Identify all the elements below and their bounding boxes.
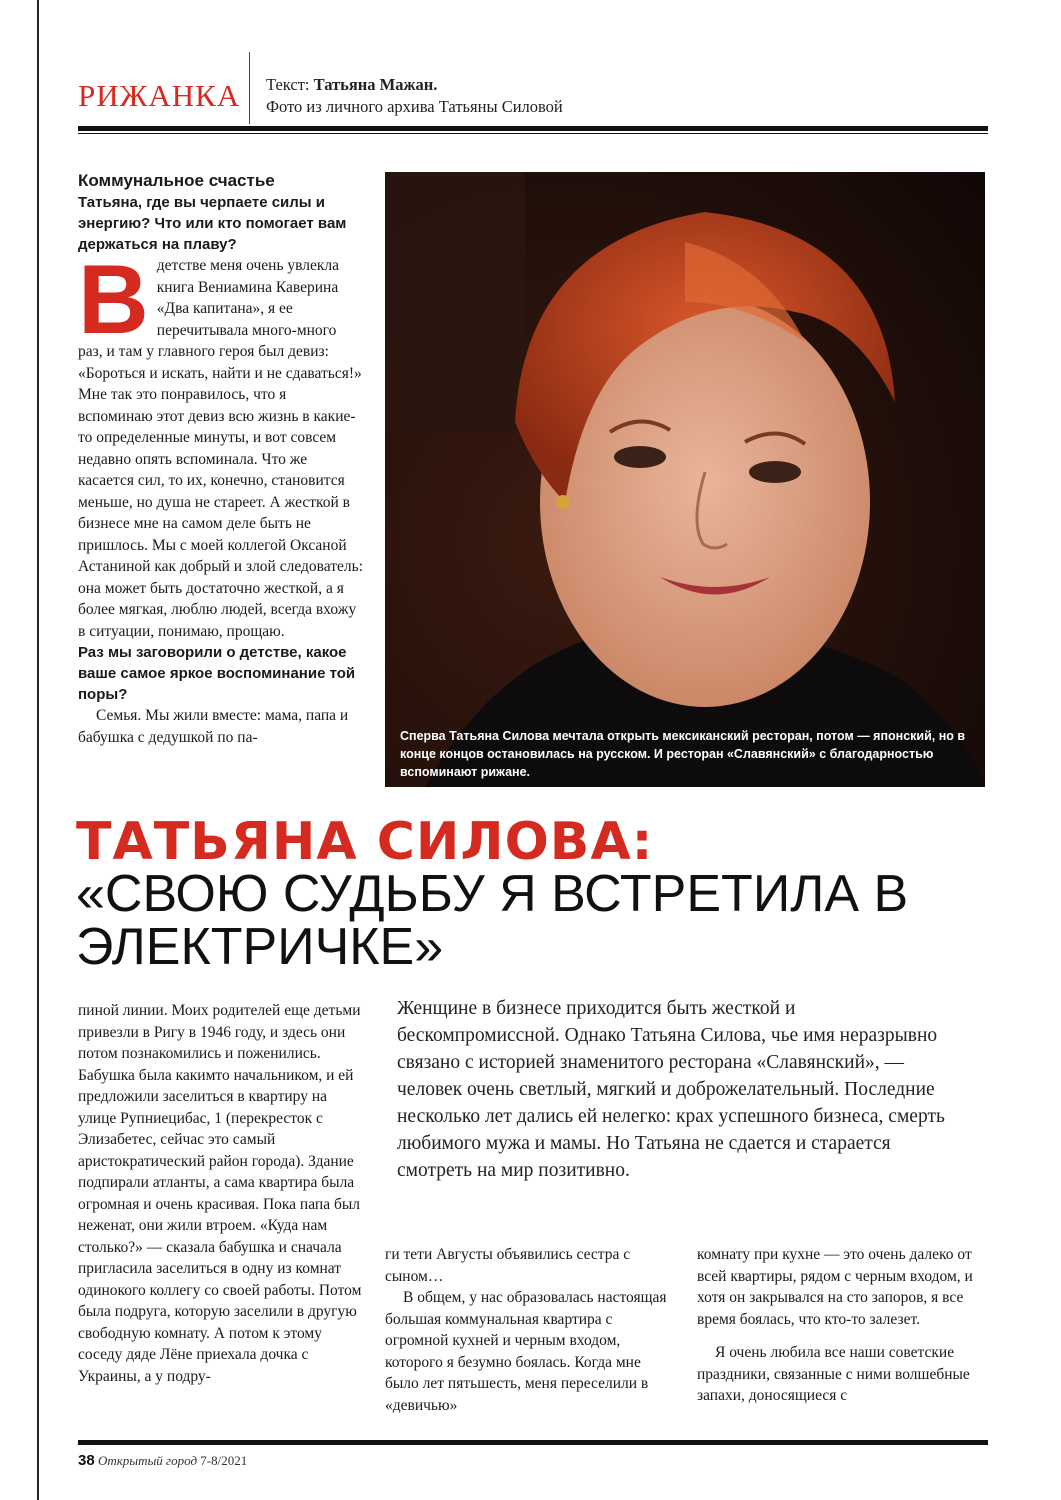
body-right-p1: комнату при кухне — это очень далеко от всей квартиры, рядом с черным входом, и хотя он закрывался на сто запоров, я все время боялась, что кто-то залезет.	[697, 1246, 973, 1328]
body-column-right	[697, 1244, 982, 1407]
credits	[266, 74, 563, 118]
headline-name: ТАТЬЯНА СИЛОВА:	[76, 812, 654, 872]
body-left-text: пиной линии. Моих родителей еще детьми привезли в Ригу в 1946 году, и здесь они потом познакомились и поженились. Бабушка была какимто начальником, и ей предложили заселиться в квартиру на улице Рупниецибас, 1 (перекресток с Элизабетес, сейчас это самый аристократический район города). Здание подпирали атланты, а сама квартира была огромная и очень красивая. Пока папа был неженат, они жили втроем. «Куда нам столько?» — сказала бабушка и сначала пригласила заселиться в одну из комнат одинокого коллегу со своей работы. Потом была подруга, которую заселили в другую свободную комнату. А потом к этому соседу дяде Лёне приехала дочка с Украины, а у подру-	[78, 1002, 362, 1385]
question-2: Раз мы заговорили о детстве, какое ваше самое яркое воспоминание той поры?	[78, 644, 356, 703]
answer-1-text: детстве меня очень увлекла книга Вениамина Каверина «Два капитана», я ее перечитывала много-много раз, и там у главного героя был девиз: «Бороться и искать, найти и не сдаваться!» Мне так это понравилось, что я вспоминаю этот девиз всю жизнь в какие-то определенные минуты, и вот совсем недавно опять вспоминала. Что же касается сил, то их, конечно, становится меньше, но душа не стареет. А жесткой в бизнесе мне на самом деле быть не пришлось. Мы с моей коллегой Оксаной Астаниной как добрый и злой следователь: она может быть достаточно жесткой, а я более мягкая, люблю людей, всегда вхожу в ситуации, понимаю, прощаю.	[78, 257, 364, 640]
header-divider	[249, 52, 250, 124]
text-label: Текст:	[266, 75, 314, 94]
section-tag: РИЖАНКА	[78, 78, 241, 113]
intro-column	[78, 170, 363, 748]
photo-credit: Фото из личного архива Татьяны Силовой	[266, 97, 563, 116]
bottom-rule	[78, 1440, 988, 1445]
answer-1	[78, 244, 364, 642]
top-rule-thin	[78, 133, 988, 134]
answer-2: Семья. Мы жили вместе: мама, папа и бабушка с дедушкой по па-	[78, 707, 349, 746]
dropcap: В	[78, 244, 149, 354]
portrait-photo	[385, 172, 985, 787]
issue-number: 7-8/2021	[200, 1453, 248, 1468]
page-number: 38	[78, 1452, 95, 1469]
body-middle-p1: ги тети Августы объявились сестра с сыном…	[385, 1246, 631, 1285]
body-column-left	[78, 1000, 363, 1387]
body-middle-p2: В общем, у нас образовалась настоящая большая коммунальная квартира с огромной кухней и черным входом, которого я безумно боялась. Когда мне было лет пятьшесть, меня переселили в «девичью»	[385, 1289, 667, 1414]
footer	[78, 1452, 247, 1469]
top-rule	[78, 126, 988, 131]
magazine-name: Открытый город	[97, 1453, 198, 1468]
left-margin-rule	[37, 0, 39, 1500]
text-author: Татьяна Мажан.	[313, 75, 438, 94]
headline-quote: «СВОЮ СУДЬБУ Я ВСТРЕТИЛА В ЭЛЕКТРИЧКЕ»	[76, 865, 909, 976]
lead-paragraph: Женщине в бизнесе приходится быть жесткой и бескомпромиссной. Однако Татьяна Силова, чье имя неразрывно связано с историей знаменитого ресторана «Славянский», — человек очень светлый, мягкий и доброжелательный. Последние несколько лет дались ей нелегко: крах успешного бизнеса, смерть любимого мужа и мамы. Но Татьяна не сдается и старается смотреть на мир позитивно.	[397, 998, 945, 1181]
body-column-middle	[385, 1244, 670, 1416]
subhead: Коммунальное счастье	[78, 171, 275, 190]
photo-caption: Сперва Татьяна Силова мечтала открыть мексиканский ресторан, потом — японский, но в конце концов остановилась на русском. И ресторан «Славянский» с благодарностью вспоминают рижане.	[400, 729, 966, 779]
portrait-illustration	[385, 172, 985, 787]
question-1: Татьяна, где вы черпаете силы и энергию? Что или кто помогает вам держаться на плаву?	[78, 194, 347, 253]
body-right-p2: Я очень любила все наши советские праздники, связанные с ними волшебные запахи, доносящиеся с	[697, 1344, 970, 1404]
